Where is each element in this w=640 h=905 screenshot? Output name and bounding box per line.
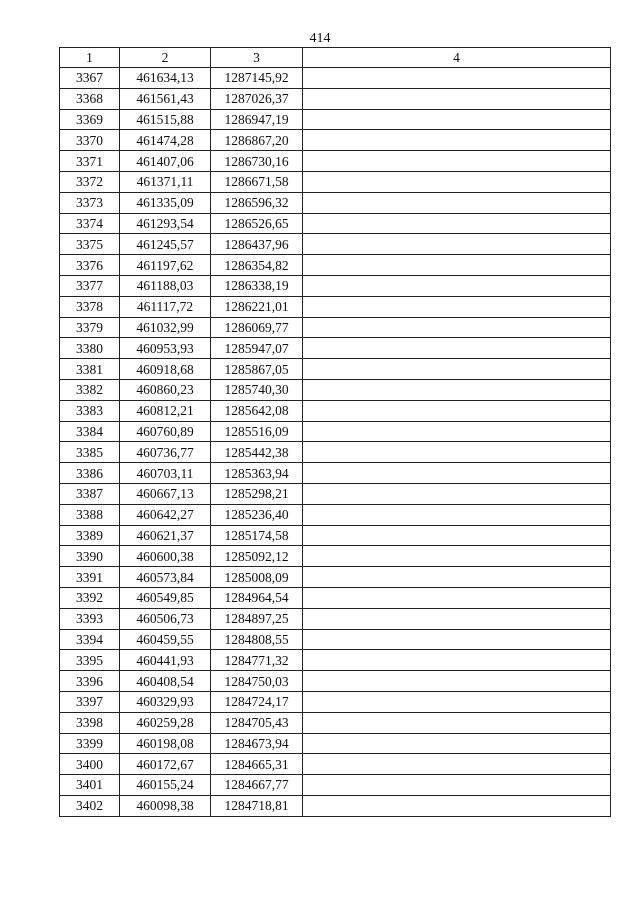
- x-coordinate-cell: 460549,85: [120, 587, 211, 608]
- y-coordinate-cell: 1286730,16: [211, 151, 303, 172]
- x-coordinate-cell: 461371,11: [120, 171, 211, 192]
- point-number-cell: 3369: [60, 109, 120, 130]
- table-row: [60, 338, 611, 359]
- notes-cell: [303, 712, 611, 733]
- x-coordinate-cell: 460953,93: [120, 338, 211, 359]
- table-row: [60, 109, 611, 130]
- point-number-cell: 3381: [60, 359, 120, 380]
- notes-cell: [303, 151, 611, 172]
- y-coordinate-cell: 1287145,92: [211, 68, 303, 89]
- point-number-cell: 3367: [60, 68, 120, 89]
- x-coordinate-cell: 461335,09: [120, 192, 211, 213]
- x-coordinate-cell: 460667,13: [120, 483, 211, 504]
- notes-cell: [303, 192, 611, 213]
- header-col-2: 2: [120, 48, 211, 68]
- point-number-cell: 3386: [60, 463, 120, 484]
- x-coordinate-cell: 460642,27: [120, 504, 211, 525]
- point-number-cell: 3371: [60, 151, 120, 172]
- notes-cell: [303, 775, 611, 796]
- y-coordinate-cell: 1286526,65: [211, 213, 303, 234]
- point-number-cell: 3368: [60, 88, 120, 109]
- notes-cell: [303, 296, 611, 317]
- x-coordinate-cell: 460155,24: [120, 775, 211, 796]
- point-number-cell: 3393: [60, 608, 120, 629]
- x-coordinate-cell: 460812,21: [120, 400, 211, 421]
- notes-cell: [303, 463, 611, 484]
- notes-cell: [303, 650, 611, 671]
- y-coordinate-cell: 1286354,82: [211, 255, 303, 276]
- point-number-cell: 3390: [60, 546, 120, 567]
- x-coordinate-cell: 461474,28: [120, 130, 211, 151]
- y-coordinate-cell: 1284705,43: [211, 712, 303, 733]
- y-coordinate-cell: 1286069,77: [211, 317, 303, 338]
- y-coordinate-cell: 1287026,37: [211, 88, 303, 109]
- y-coordinate-cell: 1285092,12: [211, 546, 303, 567]
- x-coordinate-cell: 461188,03: [120, 275, 211, 296]
- header-col-1: 1: [60, 48, 120, 68]
- x-coordinate-cell: 460573,84: [120, 567, 211, 588]
- point-number-cell: 3377: [60, 275, 120, 296]
- x-coordinate-cell: 461634,13: [120, 68, 211, 89]
- notes-cell: [303, 255, 611, 276]
- y-coordinate-cell: 1286671,58: [211, 171, 303, 192]
- y-coordinate-cell: 1285642,08: [211, 400, 303, 421]
- table-row: [60, 234, 611, 255]
- y-coordinate-cell: 1285442,38: [211, 442, 303, 463]
- x-coordinate-cell: 461561,43: [120, 88, 211, 109]
- y-coordinate-cell: 1285298,21: [211, 483, 303, 504]
- point-number-cell: 3378: [60, 296, 120, 317]
- notes-cell: [303, 338, 611, 359]
- x-coordinate-cell: 460621,37: [120, 525, 211, 546]
- notes-cell: [303, 754, 611, 775]
- point-number-cell: 3395: [60, 650, 120, 671]
- x-coordinate-cell: 460600,38: [120, 546, 211, 567]
- table-row: [60, 192, 611, 213]
- point-number-cell: 3394: [60, 629, 120, 650]
- table-row: [60, 317, 611, 338]
- point-number-cell: 3399: [60, 733, 120, 754]
- y-coordinate-cell: 1286338,19: [211, 275, 303, 296]
- notes-cell: [303, 587, 611, 608]
- x-coordinate-cell: 460198,08: [120, 733, 211, 754]
- y-coordinate-cell: 1285867,05: [211, 359, 303, 380]
- x-coordinate-cell: 461407,06: [120, 151, 211, 172]
- x-coordinate-cell: 460703,11: [120, 463, 211, 484]
- x-coordinate-cell: 460918,68: [120, 359, 211, 380]
- notes-cell: [303, 733, 611, 754]
- x-coordinate-cell: 461245,57: [120, 234, 211, 255]
- header-col-4: 4: [303, 48, 611, 68]
- y-coordinate-cell: 1284771,32: [211, 650, 303, 671]
- notes-cell: [303, 567, 611, 588]
- point-number-cell: 3384: [60, 421, 120, 442]
- y-coordinate-cell: 1285236,40: [211, 504, 303, 525]
- notes-cell: [303, 109, 611, 130]
- notes-cell: [303, 213, 611, 234]
- notes-cell: [303, 442, 611, 463]
- page-number: 414: [309, 31, 331, 46]
- point-number-cell: 3387: [60, 483, 120, 504]
- header-col-3: 3: [211, 48, 303, 68]
- point-number-cell: 3397: [60, 691, 120, 712]
- table-row: [60, 629, 611, 650]
- x-coordinate-cell: 460408,54: [120, 671, 211, 692]
- table-header: [60, 48, 611, 68]
- notes-cell: [303, 671, 611, 692]
- y-coordinate-cell: 1285008,09: [211, 567, 303, 588]
- y-coordinate-cell: 1285174,58: [211, 525, 303, 546]
- x-coordinate-cell: 460259,28: [120, 712, 211, 733]
- table-row: [60, 463, 611, 484]
- table-row: [60, 68, 611, 89]
- y-coordinate-cell: 1286867,20: [211, 130, 303, 151]
- header-row: [60, 48, 611, 68]
- y-coordinate-cell: 1284673,94: [211, 733, 303, 754]
- x-coordinate-cell: 460760,89: [120, 421, 211, 442]
- x-coordinate-cell: 461032,99: [120, 317, 211, 338]
- notes-cell: [303, 379, 611, 400]
- table-row: [60, 546, 611, 567]
- point-number-cell: 3388: [60, 504, 120, 525]
- notes-cell: [303, 691, 611, 712]
- notes-cell: [303, 608, 611, 629]
- table-row: [60, 88, 611, 109]
- notes-cell: [303, 504, 611, 525]
- point-number-cell: 3400: [60, 754, 120, 775]
- y-coordinate-cell: 1285516,09: [211, 421, 303, 442]
- table-row: [60, 587, 611, 608]
- point-number-cell: 3401: [60, 775, 120, 796]
- notes-cell: [303, 546, 611, 567]
- table-row: [60, 608, 611, 629]
- point-number-cell: 3402: [60, 795, 120, 816]
- table-row: [60, 795, 611, 816]
- notes-cell: [303, 795, 611, 816]
- table-row: [60, 213, 611, 234]
- x-coordinate-cell: 460098,38: [120, 795, 211, 816]
- point-number-cell: 3373: [60, 192, 120, 213]
- y-coordinate-cell: 1286947,19: [211, 109, 303, 130]
- x-coordinate-cell: 460329,93: [120, 691, 211, 712]
- point-number-cell: 3370: [60, 130, 120, 151]
- point-number-cell: 3379: [60, 317, 120, 338]
- point-number-cell: 3392: [60, 587, 120, 608]
- x-coordinate-cell: 460172,67: [120, 754, 211, 775]
- table-row: [60, 275, 611, 296]
- notes-cell: [303, 359, 611, 380]
- table-body: [60, 68, 611, 817]
- table-row: [60, 525, 611, 546]
- point-number-cell: 3383: [60, 400, 120, 421]
- y-coordinate-cell: 1284750,03: [211, 671, 303, 692]
- x-coordinate-cell: 460459,55: [120, 629, 211, 650]
- y-coordinate-cell: 1284808,55: [211, 629, 303, 650]
- notes-cell: [303, 171, 611, 192]
- table-row: [60, 379, 611, 400]
- notes-cell: [303, 130, 611, 151]
- notes-cell: [303, 275, 611, 296]
- table-row: [60, 483, 611, 504]
- table-row: [60, 421, 611, 442]
- notes-cell: [303, 629, 611, 650]
- y-coordinate-cell: 1284964,54: [211, 587, 303, 608]
- notes-cell: [303, 317, 611, 338]
- point-number-cell: 3380: [60, 338, 120, 359]
- point-number-cell: 3382: [60, 379, 120, 400]
- table-row: [60, 296, 611, 317]
- table-row: [60, 442, 611, 463]
- x-coordinate-cell: 460441,93: [120, 650, 211, 671]
- y-coordinate-cell: 1285363,94: [211, 463, 303, 484]
- y-coordinate-cell: 1286596,32: [211, 192, 303, 213]
- notes-cell: [303, 234, 611, 255]
- point-number-cell: 3398: [60, 712, 120, 733]
- coordinates-table: [59, 47, 611, 817]
- table-row: [60, 712, 611, 733]
- point-number-cell: 3372: [60, 171, 120, 192]
- notes-cell: [303, 483, 611, 504]
- table-row: [60, 567, 611, 588]
- x-coordinate-cell: 461293,54: [120, 213, 211, 234]
- point-number-cell: 3374: [60, 213, 120, 234]
- point-number-cell: 3385: [60, 442, 120, 463]
- table-row: [60, 754, 611, 775]
- table-row: [60, 733, 611, 754]
- point-number-cell: 3396: [60, 671, 120, 692]
- x-coordinate-cell: 460506,73: [120, 608, 211, 629]
- notes-cell: [303, 88, 611, 109]
- table-row: [60, 400, 611, 421]
- y-coordinate-cell: 1285740,30: [211, 379, 303, 400]
- notes-cell: [303, 525, 611, 546]
- y-coordinate-cell: 1284667,77: [211, 775, 303, 796]
- x-coordinate-cell: 461117,72: [120, 296, 211, 317]
- point-number-cell: 3375: [60, 234, 120, 255]
- y-coordinate-cell: 1286221,01: [211, 296, 303, 317]
- y-coordinate-cell: 1286437,96: [211, 234, 303, 255]
- table-row: [60, 130, 611, 151]
- table-row: [60, 255, 611, 276]
- table-row: [60, 359, 611, 380]
- table-row: [60, 151, 611, 172]
- notes-cell: [303, 421, 611, 442]
- x-coordinate-cell: 461197,62: [120, 255, 211, 276]
- point-number-cell: 3391: [60, 567, 120, 588]
- x-coordinate-cell: 460736,77: [120, 442, 211, 463]
- notes-cell: [303, 68, 611, 89]
- y-coordinate-cell: 1284897,25: [211, 608, 303, 629]
- y-coordinate-cell: 1284665,31: [211, 754, 303, 775]
- y-coordinate-cell: 1284718,81: [211, 795, 303, 816]
- table-row: [60, 650, 611, 671]
- table-row: [60, 171, 611, 192]
- point-number-cell: 3376: [60, 255, 120, 276]
- y-coordinate-cell: 1285947,07: [211, 338, 303, 359]
- table-row: [60, 671, 611, 692]
- table-row: [60, 775, 611, 796]
- y-coordinate-cell: 1284724,17: [211, 691, 303, 712]
- point-number-cell: 3389: [60, 525, 120, 546]
- x-coordinate-cell: 460860,23: [120, 379, 211, 400]
- table-row: [60, 504, 611, 525]
- notes-cell: [303, 400, 611, 421]
- table-row: [60, 691, 611, 712]
- x-coordinate-cell: 461515,88: [120, 109, 211, 130]
